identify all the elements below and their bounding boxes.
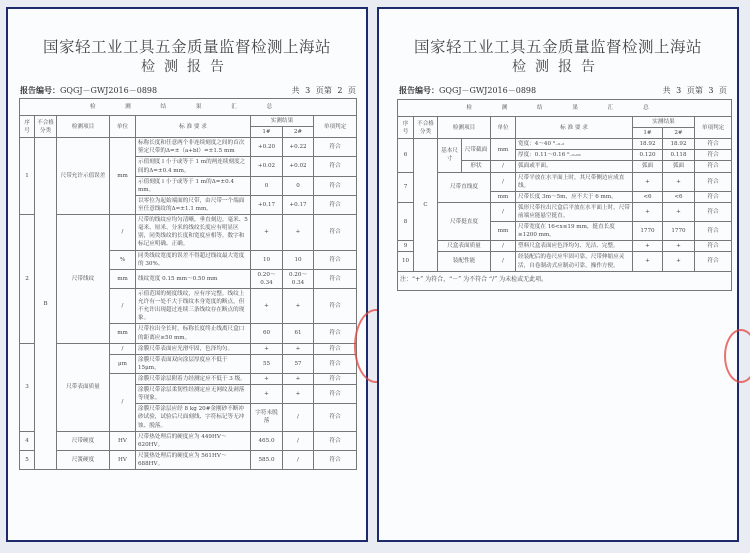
result-sample-1: + (251, 373, 283, 384)
requirement-cell: 示值刻度 l 小于或等于 1 m的Δ=±0.4 mm。 (136, 176, 251, 195)
table-row (398, 241, 732, 252)
result-sample-2: / (283, 431, 314, 450)
unit-cell: mm (110, 138, 136, 215)
requirement-cell: 涂膜尺带涂层附着力经测定应不低于 3 级。 (136, 373, 251, 384)
result-sample-1: 60 (251, 324, 283, 343)
result-sample-1: + (251, 343, 283, 354)
verdict-cell: 符合 (695, 172, 732, 191)
results-table (397, 99, 732, 291)
unit-cell: / (110, 215, 136, 250)
header-row (20, 116, 357, 127)
unit-cell: / (491, 252, 516, 271)
result-sample-2: + (283, 288, 314, 323)
verdict-cell: 符合 (314, 138, 357, 157)
item-number: 3 (20, 343, 35, 431)
verdict-cell: 符合 (314, 324, 357, 343)
requirement-cell: 示值刻度 l 小于或等于 1 m的两连续刻度之间的Δ=±0.4 mm。 (136, 157, 251, 176)
result-sample-1: + (633, 252, 663, 271)
result-sample-1: + (633, 241, 663, 252)
unit-cell: HV (110, 431, 136, 450)
requirement-cell: 弧形尺带拉出尺盒后平放在水平面上时，尺带前端应能悬空挺直。 (516, 202, 633, 221)
result-sample-2: +0.22 (283, 138, 314, 157)
item-number: 8 (398, 202, 414, 240)
item-name: 尺带表面质量 (57, 343, 110, 431)
verdict-cell: 符合 (314, 404, 357, 431)
item-name: 尺盒表面质量 (438, 241, 491, 252)
item-sub-name: 尺带截面 (462, 139, 491, 161)
requirement-cell: 以零位为起始端面的尺带，由尺带一个端面至任意线纹的Δ=±1.1 mm。 (136, 195, 251, 214)
result-sample-2: + (283, 343, 314, 354)
result-sample-2: <6 (663, 191, 695, 202)
header-unit: 单位 (110, 116, 136, 138)
header-sample-1: 1# (633, 128, 663, 139)
unit-cell: mm (491, 139, 516, 161)
requirement-cell: 尺带长度 3m～5m，应不大于 6 mm。 (516, 191, 633, 202)
table-row (20, 138, 357, 157)
report-number-value: GQGJ－GWJ2016－0898 (60, 86, 158, 95)
result-sample-1: 0.120 (633, 150, 663, 161)
requirement-cell: 同类线纹宽度的误差不得超过线纹最大宽度的 30%。 (136, 250, 251, 269)
result-sample-1: 字符未脱落 (251, 404, 283, 431)
verdict-cell: 符合 (695, 222, 732, 241)
result-sample-1: 18.92 (633, 139, 663, 150)
result-sample-2: + (283, 385, 314, 404)
table-row (20, 215, 357, 250)
result-sample-1: 55 (251, 354, 283, 373)
item-number: 7 (398, 172, 414, 202)
unit-cell: mm (110, 269, 136, 288)
result-sample-1: +0.02 (251, 157, 283, 176)
result-sample-2: 57 (283, 354, 314, 373)
result-sample-1: + (251, 288, 283, 323)
requirement-cell: 厚度：0.11～0.16 ⁰₋₀.₀₂ (516, 150, 633, 161)
verdict-cell: 符合 (695, 202, 732, 221)
header-category: 不合格分类 (414, 117, 438, 139)
item-name: 装配性能 (438, 252, 491, 271)
header-result: 实测结果 (251, 116, 314, 127)
summary-title: 检 测 结 果 汇 总 (20, 99, 357, 116)
verdict-cell: 符合 (314, 343, 357, 354)
report-number-label: 报告编号： (20, 85, 60, 95)
results-table (19, 98, 357, 470)
item-number: 5 (20, 450, 35, 469)
verdict-cell: 符合 (695, 161, 732, 172)
requirement-cell: 塑料尺盒表面应色泽均匀、光洁、完整。 (516, 241, 633, 252)
header-item: 检测项目 (438, 117, 491, 139)
result-sample-2: + (283, 373, 314, 384)
header-verdict: 单项判定 (314, 116, 357, 138)
requirement-cell: 示值范围的刻度线纹，应有序完整。线纹上允许有一处不大于线纹本身宽度的断点，但不允许出现超过连续三条线纹存在断点的现象。 (136, 288, 251, 323)
item-name: 尺带挺直度 (438, 202, 491, 240)
header-item: 检测项目 (57, 116, 110, 138)
requirement-cell: 尺带的线纹应均匀清晰，垂直刻边。毫米、5 毫米、厘米、分米的线纹长度应有明显区别，同类线纹的长度和宽度应相等。数字和标记应明确、正确。 (136, 215, 251, 250)
header-requirement: 标 准 要 求 (136, 116, 251, 138)
result-sample-1: <6 (633, 191, 663, 202)
result-sample-2: / (283, 450, 314, 469)
result-sample-2: +0.02 (283, 157, 314, 176)
verdict-cell: 符合 (314, 176, 357, 195)
result-sample-2: + (663, 202, 695, 221)
verdict-cell: 符合 (314, 269, 357, 288)
result-sample-2: 0.118 (663, 150, 695, 161)
unit-cell: / (491, 161, 516, 172)
header-sample-2: 2# (283, 127, 314, 138)
requirement-cell: 尺簧热处理后的硬度应为 561HV～688HV。 (136, 450, 251, 469)
header-result: 实测结果 (633, 117, 695, 128)
requirement-cell: 涂膜尺带涂层柔韧性经测定应无网纹及剥落等现象。 (136, 385, 251, 404)
result-sample-2: / (283, 404, 314, 431)
result-sample-2: + (663, 172, 695, 191)
requirement-cell: 宽度：4～40 ⁰₋₀.₂ (516, 139, 633, 150)
unit-cell: HV (110, 450, 136, 469)
requirement-cell: 涂膜尺带涂层应经 8 kg 20#金刚砂不断冲砂试验，试验后尺面刻线、字符标记等无冲蚀、脱落。 (136, 404, 251, 431)
requirement-cell: 尺带宽度在 16<x≤19 mm，挺直长度≥1200 mm。 (516, 222, 633, 241)
report-page-2 (6, 7, 368, 542)
verdict-cell: 符合 (314, 288, 357, 323)
table-row (20, 343, 357, 354)
result-sample-1: +0.17 (251, 195, 283, 214)
table-row (398, 202, 732, 221)
result-sample-2: 0 (283, 176, 314, 195)
result-sample-2: 61 (283, 324, 314, 343)
report-number-label: 报告编号： (399, 85, 439, 95)
note-row (398, 271, 732, 290)
result-sample-1: + (251, 385, 283, 404)
verdict-cell: 符合 (314, 431, 357, 450)
result-sample-1: 0.20～0.34 (251, 269, 283, 288)
verdict-cell: 符合 (314, 450, 357, 469)
header-row (398, 117, 732, 128)
result-sample-1: 0 (251, 176, 283, 195)
result-sample-2: + (663, 241, 695, 252)
report-subtitle: 检测报告 (512, 59, 604, 75)
verdict-cell: 符合 (695, 191, 732, 202)
unit-cell: / (110, 288, 136, 323)
report-number (20, 85, 157, 96)
result-sample-1: + (633, 172, 663, 191)
item-name: 尺簧硬度 (57, 450, 110, 469)
item-group-name: 基本尺寸 (438, 139, 462, 172)
result-sample-2: 0.20～0.34 (283, 269, 314, 288)
header-unit: 单位 (491, 117, 516, 139)
verdict-cell: 符合 (314, 354, 357, 373)
result-sample-2: 18.92 (663, 139, 695, 150)
page-info: 共 3 页第 2 页 (291, 86, 356, 95)
unit-cell: / (491, 172, 516, 191)
item-number: 6 (398, 139, 414, 172)
requirement-cell: 尺带平放在水平面上时，其尺带侧边应成直线。 (516, 172, 633, 191)
item-number: 4 (20, 431, 35, 450)
result-sample-2: +0.17 (283, 195, 314, 214)
red-seal-stamp (724, 329, 750, 383)
verdict-cell: 符合 (314, 385, 357, 404)
requirement-cell: 涂膜尺带表面应光滑牢固，色泽均匀。 (136, 343, 251, 354)
verdict-cell: 符合 (695, 252, 732, 271)
header-no: 序号 (20, 116, 35, 138)
category-cell: B (35, 138, 57, 470)
unit-cell: mm (110, 324, 136, 343)
result-sample-2: + (663, 252, 695, 271)
header-category: 不合格分类 (35, 116, 57, 138)
report-page-3 (377, 7, 739, 542)
item-number: 10 (398, 252, 414, 271)
item-name: 尺带直线度 (438, 172, 491, 202)
summary-row (398, 100, 732, 117)
item-number: 9 (398, 241, 414, 252)
result-sample-1: 465.0 (251, 431, 283, 450)
result-sample-1: 弧面 (633, 161, 663, 172)
unit-cell: / (110, 343, 136, 354)
result-sample-1: + (251, 215, 283, 250)
verdict-cell: 符合 (314, 195, 357, 214)
page-info: 共 3 页第 3 页 (662, 86, 727, 95)
result-sample-1: +0.20 (251, 138, 283, 157)
unit-cell: % (110, 250, 136, 269)
table-row (398, 252, 732, 271)
result-sample-1: + (633, 202, 663, 221)
requirement-cell: 尺带拉出全长时，标称长度终止线离尺盒口的距离应≥50 mm。 (136, 324, 251, 343)
requirement-cell: 经装配后的卷尺应牢固可靠，尺带伸缩应灵活，自卷制动式应制动可靠，操作方便。 (516, 252, 633, 271)
unit-cell: / (491, 202, 516, 221)
unit-cell: mm (491, 191, 516, 202)
item-name: 尺带硬度 (57, 431, 110, 450)
result-sample-2: 1770 (663, 222, 695, 241)
header-sample-1: 1# (251, 127, 283, 138)
table-row (20, 431, 357, 450)
result-sample-1: 10 (251, 250, 283, 269)
table-row (398, 172, 732, 191)
item-number: 1 (20, 138, 35, 215)
item-sub-name: 形状 (462, 161, 491, 172)
requirement-cell: 尺带热处理后的硬度应为 449HV～620HV。 (136, 431, 251, 450)
unit-cell: / (491, 241, 516, 252)
result-sample-2: 10 (283, 250, 314, 269)
unit-cell: mm (491, 222, 516, 241)
report-subtitle: 检测报告 (141, 59, 233, 75)
result-sample-2: + (283, 215, 314, 250)
header-requirement: 标 准 要 求 (516, 117, 633, 139)
result-sample-1: 585.0 (251, 450, 283, 469)
report-title: 国家轻工业工具五金质量监督检测上海站 (42, 38, 331, 56)
requirement-cell: 弧面或平面。 (516, 161, 633, 172)
summary-row (20, 99, 357, 116)
report-title: 国家轻工业工具五金质量监督检测上海站 (413, 38, 702, 56)
report-number-value: GQGJ－GWJ2016－0898 (439, 86, 537, 95)
item-name: 尺带线纹 (57, 215, 110, 344)
requirement-cell: 线纹宽度 0.15 mm～0.50 mm (136, 269, 251, 288)
result-sample-1: 1770 (633, 222, 663, 241)
verdict-cell: 符合 (314, 373, 357, 384)
unit-cell: / (110, 373, 136, 431)
header-verdict: 单项判定 (695, 117, 732, 139)
verdict-cell: 符合 (314, 215, 357, 250)
result-sample-2: 弧面 (663, 161, 695, 172)
item-number: 2 (20, 215, 35, 344)
requirement-cell: 涂膜尺带表面双向涂层厚度应不低于 15μm。 (136, 354, 251, 373)
table-row (398, 139, 732, 150)
verdict-cell: 符合 (314, 250, 357, 269)
header-no: 序号 (398, 117, 414, 139)
category-cell: C (414, 139, 438, 271)
table-row (20, 450, 357, 469)
table-note: 注：“+” 为符合，“－” 为不符合 “/” 为未检或无此项。 (398, 271, 732, 290)
verdict-cell: 符合 (695, 150, 732, 161)
unit-cell: μm (110, 354, 136, 373)
report-number (399, 85, 536, 96)
verdict-cell: 符合 (695, 241, 732, 252)
item-name: 尺带允许示值误差 (57, 138, 110, 215)
verdict-cell: 符合 (314, 157, 357, 176)
verdict-cell: 符合 (695, 139, 732, 150)
requirement-cell: 标称长度和任意两个非连续刻度之间的首次鉴定尺带的Δ=±（a+bl）=±1.5 mm (136, 138, 251, 157)
header-sample-2: 2# (663, 128, 695, 139)
summary-title: 检 测 结 果 汇 总 (398, 100, 732, 117)
